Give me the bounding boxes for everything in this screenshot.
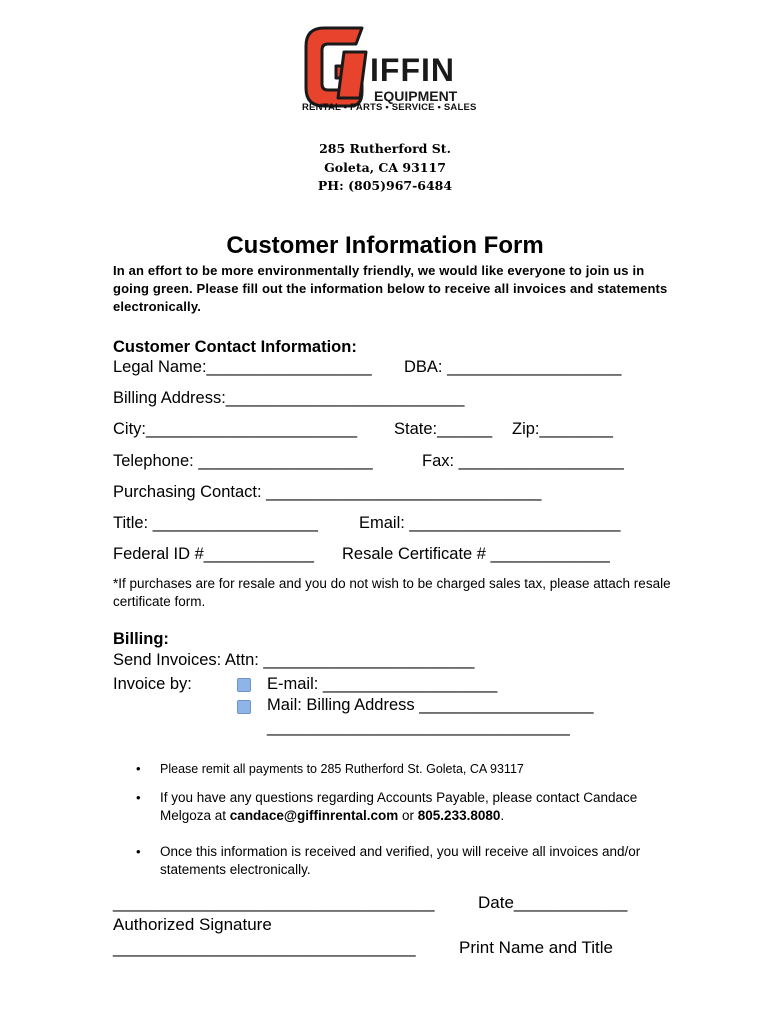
resale-certificate-field[interactable]: Resale Certificate # _____________ <box>342 545 610 563</box>
zip-field[interactable]: Zip:________ <box>512 420 613 438</box>
contact-heading: Customer Contact Information: <box>113 338 357 356</box>
purchasing-contact-field[interactable]: Purchasing Contact: ______________________________ <box>113 483 542 501</box>
federal-id-field[interactable]: Federal ID #____________ <box>113 545 314 563</box>
title-field[interactable]: Title: __________________ <box>113 514 318 532</box>
ap-email-link[interactable]: candace@giffinrental.com <box>229 808 399 823</box>
legal-name-field[interactable]: Legal Name:__________________ <box>113 358 372 376</box>
bullet-2-dot: • <box>136 790 141 805</box>
mail-address-line-2[interactable]: _________________________________ <box>267 718 570 736</box>
signature-line[interactable]: __________________________________ <box>113 893 435 912</box>
address-phone: PH: (805)967-6484 <box>317 178 453 193</box>
bullet-accounts-payable <box>160 789 680 825</box>
fax-field[interactable]: Fax: __________________ <box>422 452 624 470</box>
logo-subtitle: EQUIPMENT <box>374 88 458 104</box>
dba-field[interactable]: DBA: ___________________ <box>404 358 622 376</box>
resale-note: *If purchases are for resale and you do not wish to be charged sales tax, please attach resale certificate form. <box>113 576 671 609</box>
intro-paragraph: In an effort to be more environmentally friendly, we would like everyone to join us in going green. Please fill out the information below to receive all invoices and statements electronically. <box>113 263 668 314</box>
bullet-2-end: . <box>500 808 505 823</box>
city-field[interactable]: City:_______________________ <box>113 420 358 438</box>
email-checkbox[interactable] <box>237 678 251 692</box>
bullet-2-text: If you have any questions regarding Accounts Payable, please contact Candace Melgoza at <box>160 790 638 823</box>
date-field[interactable]: Date____________ <box>478 893 628 912</box>
invoice-by-label: Invoice by: <box>113 675 192 693</box>
ap-phone-number: 805.233.8080 <box>417 808 501 823</box>
print-name-title-label: Print Name and Title <box>459 938 614 957</box>
mail-option-field[interactable]: Mail: Billing Address ___________________ <box>267 696 594 714</box>
print-name-line[interactable]: ________________________________ <box>113 938 416 957</box>
address-city: Goleta, CA 93117 <box>324 160 446 175</box>
authorized-signature-label: Authorized Signature <box>113 915 272 934</box>
logo-tagline: RENTAL • PARTS • SERVICE • SALES <box>302 102 477 113</box>
bullet-remit-payments: Please remit all payments to 285 Rutherford St. Goleta, CA 93117 <box>160 762 524 776</box>
form-title: Customer Information Form <box>226 232 544 259</box>
billing-address-field[interactable]: Billing Address:__________________________ <box>113 389 465 407</box>
email-field[interactable]: Email: _______________________ <box>359 514 621 532</box>
send-invoices-attn-field[interactable]: Send Invoices: Attn: _______________________ <box>113 651 475 669</box>
state-field[interactable]: State:______ <box>394 420 493 438</box>
bullet-3-dot: • <box>136 844 141 859</box>
bullet-1-dot: • <box>136 761 141 776</box>
address-street: 285 Rutherford St. <box>319 141 451 156</box>
bullet-2-or: or <box>398 808 418 823</box>
mail-checkbox[interactable] <box>237 700 251 714</box>
billing-heading: Billing: <box>113 630 169 648</box>
logo-wordmark: IFFIN <box>370 52 455 88</box>
telephone-field[interactable]: Telephone: ___________________ <box>113 452 373 470</box>
bullet-electronic-delivery: Once this information is received and verified, you will receive all invoices and/or statements electronically. <box>160 844 641 877</box>
email-option-field[interactable]: E-mail: ___________________ <box>267 675 498 693</box>
